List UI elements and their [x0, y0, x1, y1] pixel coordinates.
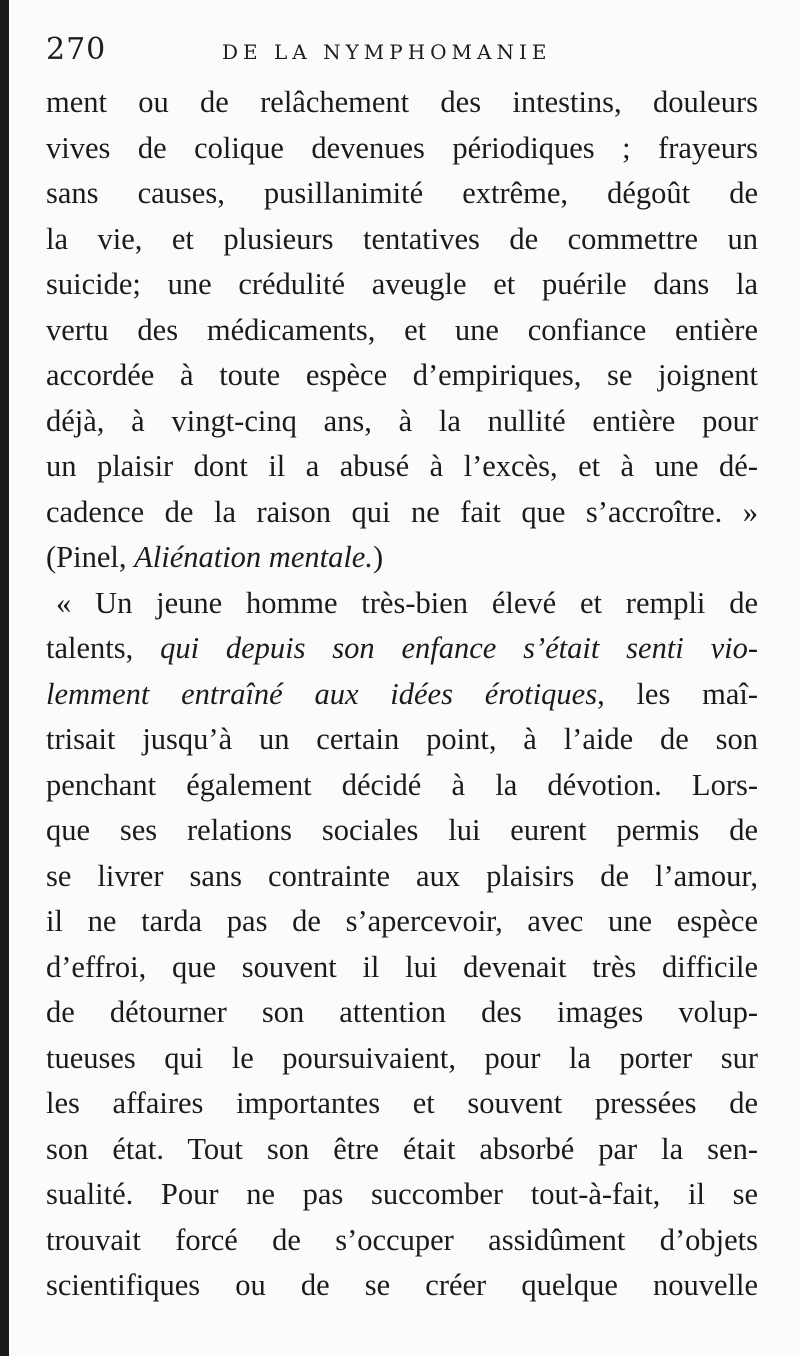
text-segment: talents,	[46, 631, 161, 665]
text-segment: un plaisir dont il a abusé à l’excès, et à une dé-	[46, 449, 758, 483]
text-segment: sans causes, pusillanimité extrême, dégoût de	[46, 176, 758, 210]
text-segment: penchant également décidé à la dévotion. Lors-	[46, 767, 758, 802]
text-line	[46, 717, 758, 763]
text-segment: vertu des médicaments, et une confiance entière	[46, 312, 758, 347]
text-line	[46, 353, 758, 399]
italic-text-segment: qui depuis son enfance s’était senti vio-	[160, 631, 758, 665]
text-segment: se livrer sans contrainte aux plaisirs de l’amour,	[46, 858, 758, 893]
text-segment: vives de colique devenues périodiques ; frayeurs	[46, 130, 758, 165]
text-line	[46, 126, 758, 172]
text-segment: les affaires importantes et souvent pressées de	[46, 1086, 758, 1120]
text-line	[46, 854, 758, 900]
text-segment: accordée à toute espèce d’empiriques, se joignent	[46, 358, 758, 392]
text-line	[46, 217, 758, 263]
text-line	[46, 171, 758, 217]
text-segment: )	[372, 540, 384, 574]
text-segment: la vie, et plusieurs tentatives de commettre un	[46, 221, 758, 256]
text-line	[46, 763, 758, 809]
text-line	[46, 808, 758, 854]
text-line	[46, 581, 758, 627]
text-segment: « Un jeune homme très-bien élevé et rempli de	[56, 585, 758, 620]
text-segment: (Pinel,	[46, 540, 135, 574]
scan-left-edge	[0, 0, 9, 1356]
text-line	[46, 535, 758, 581]
text-segment: trisait jusqu’à un certain point, à l’aide de son	[46, 722, 758, 756]
text-line	[46, 626, 758, 672]
text-line	[46, 308, 758, 354]
text-segment: suicide; une crédulité aveugle et puérile dans la	[46, 267, 758, 301]
text-segment: cadence de la raison qui ne fait que s’accroître. »	[46, 494, 758, 529]
text-line	[46, 1218, 758, 1264]
page-number: 270	[46, 32, 107, 67]
text-line	[46, 1081, 758, 1127]
text-segment: d’effroi, que souvent il lui devenait très difficile	[46, 949, 758, 984]
italic-text-segment: Aliénation mentale.	[134, 540, 373, 574]
text-segment: , les maî-	[597, 676, 758, 711]
text-segment: scientifiques ou de se créer quelque nouvelle	[46, 1268, 758, 1302]
text-line	[46, 945, 758, 991]
text-line	[46, 399, 758, 445]
text-line	[46, 80, 758, 126]
text-segment: tueuses qui le poursuivaient, pour la porter sur	[46, 1040, 758, 1075]
text-line	[46, 899, 758, 945]
text-segment: de détourner son attention des images volup-	[46, 995, 758, 1029]
text-line	[46, 444, 758, 490]
italic-text-segment: lemment entraîné aux idées érotiques	[46, 676, 598, 711]
text-segment: que ses relations sociales lui eurent permis de	[46, 813, 758, 847]
text-line	[46, 1036, 758, 1082]
text-line	[46, 1263, 758, 1309]
body-text	[46, 80, 758, 1309]
text-line	[46, 1172, 758, 1218]
text-line	[46, 990, 758, 1036]
text-line	[46, 490, 758, 536]
text-segment: trouvait forcé de s’occuper assidûment d’objets	[46, 1222, 758, 1257]
text-segment: il ne tarda pas de s’apercevoir, avec une espèce	[46, 904, 758, 938]
text-line	[46, 1127, 758, 1173]
text-segment: déjà, à vingt-cinq ans, à la nullité entière pour	[46, 403, 758, 438]
text-line	[46, 672, 758, 718]
running-head	[0, 32, 800, 72]
text-segment: ment ou de relâchement des intestins, douleurs	[46, 85, 758, 119]
text-segment: son état. Tout son être était absorbé par la sen-	[46, 1131, 758, 1166]
text-segment: sualité. Pour ne pas succomber tout-à-fait, il se	[46, 1177, 758, 1211]
running-head-title: DE LA NYMPHOMANIE	[222, 40, 552, 64]
text-line	[46, 262, 758, 308]
